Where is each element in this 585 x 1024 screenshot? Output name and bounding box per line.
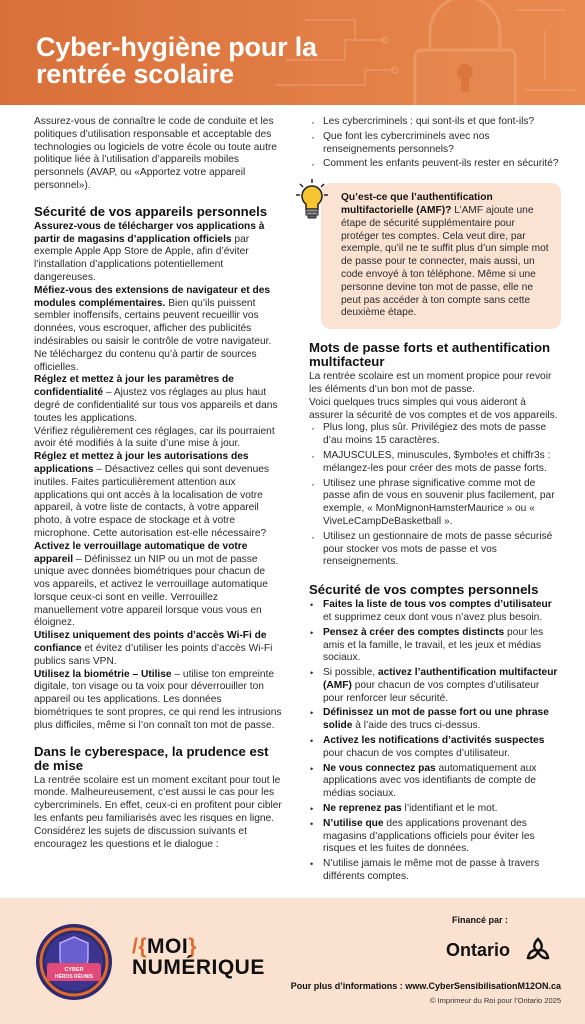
- list-item: · MAJUSCULES, minuscules, $ymbo!es et chiffr3s : mélangez-les pour créer des mots de passe forts.: [309, 450, 561, 476]
- copyright: © Imprimeur du Roi pour l’Ontario 2025: [429, 996, 561, 1005]
- right-column: [309, 116, 561, 886]
- tip-auto-lock: Activez le verrouillage automatique de votre appareil – Définissez un NIP ou un mot de passe unique avec données biométriques pour chacun de vos appareils, et activez le verrouillage automatique lorsque ceux-ci sont en veille. Verrouillez manuellement votre appareil lorsque vous vous en éloignez.: [34, 540, 268, 629]
- list-item: · Utilisez un gestionnaire de mots de passe sécurisé pour stocker vos mots de passe et vos renseignements.: [309, 531, 561, 569]
- section-title-passwords: Mots de passe forts et authentification multifacteur: [309, 340, 551, 370]
- list-item: · Comment les enfants peuvent-ils rester en sécurité?: [309, 158, 561, 171]
- tip-app-permissions: Réglez et mettez à jour les autorisations des applications – Désactivez celles qui sont devenues inutiles. Faites particulièrement attention aux applications qui ont accès à la localisation de votre appareil, à votre liste de contacts, à votre appareil photo, à votre espace de stockage et à votre microphone. Cette autorisation est-elle nécessaire?: [34, 451, 270, 539]
- more-info-link[interactable]: Pour plus d’informations : www.CyberSensibilisationM12ON.ca: [290, 981, 561, 991]
- tip-official-stores: Assurez-vous de télécharger vos applications à partir de magasins d’application officiels par exemple Apple App Store de Apple, afin d’éviter l’installation d’applications potentiellement dangereuses.: [34, 220, 265, 283]
- svg-text:CYBER: CYBER: [64, 967, 84, 973]
- left-column: [34, 116, 282, 851]
- intro-paragraph: Assurez-vous de connaître le code de conduite et les politiques d’utilisation responsable et acceptable des technologies ou logiciels de votre école ou toute autre politique liée à l’utilisation d’appareils mobiles personnels (AVAP, ou «Apportez votre appareil personnel»).: [34, 116, 277, 191]
- list-item: · Utilisez une phrase significative comme mot de passe afin de vous en souvenir plus facilement, par exemple, « MonMignonHamsterMaurice » ou « ViveLeCampDeBasketball ».: [309, 478, 561, 529]
- page-title: Cyber-hygiène pour la rentrée scolaire: [36, 32, 317, 89]
- list-item: • Pensez à créer des comptes distincts pour les amis et la famille, le travail, et les jeux et médias sociaux.: [309, 627, 561, 665]
- tip-trusted-wifi: Utilisez uniquement des points d’accès Wi-Fi de confiance et évitez d’utiliser les points d’accès Wi-Fi publics sans VPN.: [34, 630, 273, 667]
- lightbulb-icon: [295, 178, 329, 220]
- list-item: • Activez les notifications d’activités suspectes pour chacun de vos comptes d’utilisateur.: [309, 735, 561, 761]
- list-item: · Les cybercriminels : qui sont-ils et que font-ils?: [309, 116, 561, 129]
- section-title-accounts: Sécurité de vos comptes personnels: [309, 582, 539, 598]
- moi-numerique-logo: /{MOI} NUMÉRIQUE: [132, 935, 265, 979]
- list-item: • Faites la liste de tous vos comptes d’utilisateur et supprimez ceux dont vous n’avez plus besoin.: [309, 599, 561, 625]
- list-item: • Définissez un mot de passe fort ou une phrase solide à l’aide des trucs ci-dessus.: [309, 707, 561, 733]
- list-item: • N’utilise que des applications provenant des magasins d’applications officiels pour éviter les risques et les fuites de données.: [309, 818, 561, 856]
- list-item: · Plus long, plus sûr. Privilégiez des mots de passe d’au moins 15 caractères.: [309, 422, 561, 448]
- tip-browser-extensions: Méfiez-vous des extensions de navigateur et des modules complémentaires. Bien qu’ils puissent sembler inoffensifs, certains peuvent recueillir vos données, vous escroquer, afficher des publicités indésirables ou saisir le contrôle de votre navigateur. Ne téléchargez du contenu qu’à partir de sources officielles.: [34, 284, 272, 373]
- section-title-cyberspace: Dans le cyberespace, la prudence est de mise: [34, 743, 269, 773]
- account-tips-list: [309, 599, 561, 884]
- ontario-logo: Ontario: [446, 934, 556, 968]
- svg-text:HÉROS RÉUNIS: HÉROS RÉUNIS: [54, 974, 94, 980]
- tip-biometrics: Utilisez la biométrie – Utilise – utilise ton empreinte digitale, ton visage ou ta voix pour déverrouiller ton appareil ou tes applications. Les données biométriques te sont propres, ce qui rend les intrusions plus difficiles, même si l’on connaît ton mot de passe.: [34, 668, 282, 731]
- discussion-topics-list: [309, 116, 561, 171]
- cyberspace-paragraph: La rentrée scolaire est un moment excitant pour tout le monde. Malheureusement, c’est aussi le cas pour les cybercriminels. En effet, ceux-ci en profitent pour cibler les enfants peu familiarisés avec les risques en ligne. Considérez les sujets de discussion suivants et encouragez les questions et le dialogue :: [34, 774, 282, 850]
- cyber-heros-badge-icon: [35, 923, 113, 1001]
- list-item: • Ne reprenez pas l’identifiant et le mot.: [309, 803, 561, 816]
- list-item: · Que font les cybercriminels avec nos renseignements personnels?: [309, 131, 561, 157]
- list-item: • Si possible, activez l’authentification multifacteur (AMF) pour chacun de vos comptes d’utilisateur pour renforcer leur sécurité.: [309, 667, 561, 705]
- header-banner: [0, 0, 585, 105]
- tip-check-settings: Vérifiez régulièrement ces réglages, car ils pourraient avoir été modifiés à la suite d’une mise à jour.: [34, 425, 275, 450]
- trillium-icon: [524, 936, 552, 964]
- list-item: • Ne vous connectez pas automatiquement aux applications avec vos identifiants de compte de médias sociaux.: [309, 763, 561, 801]
- passwords-intro: La rentrée scolaire est un moment propice pour revoir les éléments d’un bon mot de passe.: [309, 371, 552, 395]
- funded-by-label: Financé par :: [452, 915, 509, 925]
- mfa-info-box: Qu’est-ce que l’authentification multifactorielle (AMF)? L’AMF ajoute une étape de sécurité supplémentaire pour protéger tes comptes. Cela veut dire, par exemple, qu’il ne te suffit plus d’un simple mot de passe pour te connecter, mais aussi, un code envoyé à ton téléphone. Même si une personne devine ton mot de passe, elle ne peut pas accéder à ton compte sans cette deuxième étape.: [321, 183, 561, 329]
- passwords-tips-intro: Voici quelques trucs simples qui vous aideront à assurer la sécurité de vos comptes et de vos appareils.: [309, 396, 558, 421]
- tip-privacy-settings: Réglez et mettez à jour les paramètres de confidentialité – Ajustez vos réglages au plus haut degré de confidentialité sur tous vos appareils et dans toutes les applications.: [34, 374, 278, 424]
- list-item: • N’utilise jamais le même mot de passe à travers différents comptes.: [309, 858, 561, 884]
- password-tips-list: [309, 422, 561, 569]
- section-title-devices: Sécurité de vos appareils personnels: [34, 203, 268, 219]
